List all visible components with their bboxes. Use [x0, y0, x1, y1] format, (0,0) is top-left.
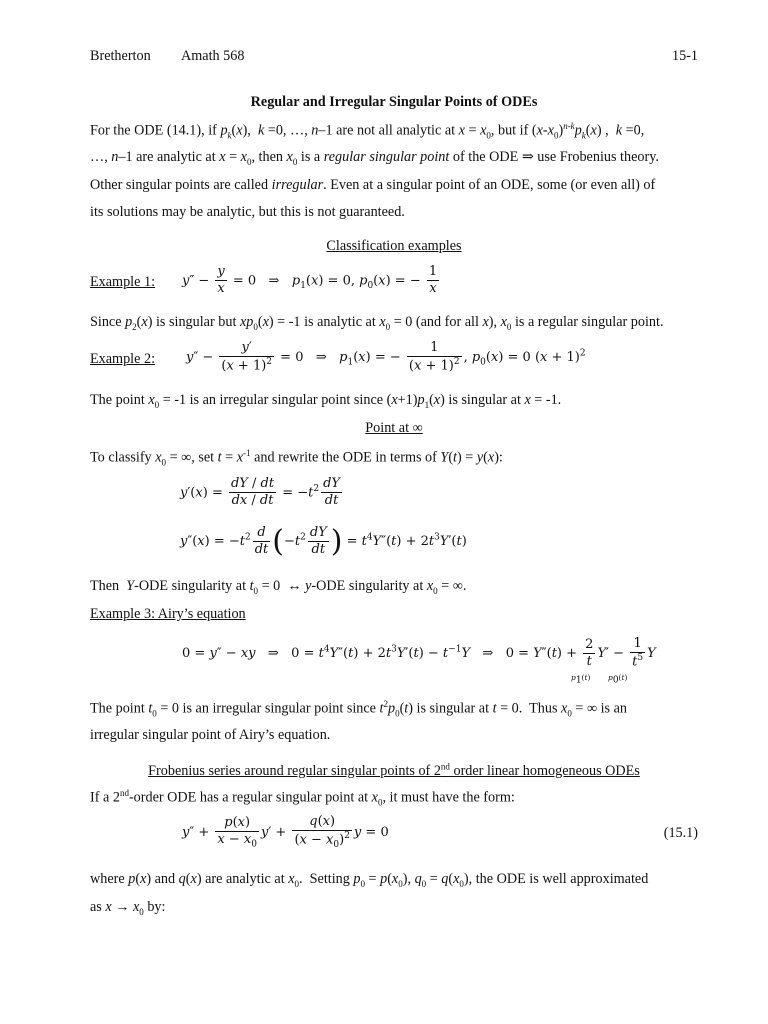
intro-line-2: …, n–1 are analytic at $x = x_0$, then $x_0$ is a regular singular point of the ODE ⇒ use Frobenius theory.	[90, 149, 659, 167]
airy-equation: 0 = y″ − xy ⇒ $0 = t^4Y''(t) + 2t^3Y'(t) - t^{-1}Y$ ⇒ 0 = Y″(t) + $\frac{2}{t}$ Y′ − $\frac{1}{t^5}$ Y	[182, 636, 656, 670]
point-at-infinity-heading: Point at ∞	[365, 420, 423, 436]
page-title: Regular and Irregular Singular Points of ODEs	[250, 94, 538, 110]
p0-underbrace-label: $p_0(t)$	[608, 673, 628, 686]
example-1-label: Example 1:	[90, 274, 156, 290]
airy-note-line-2: irregular singular point of Airy’s equation.	[90, 727, 331, 743]
point-at-infinity-text: To classify $x_0$ = ∞, set $t = x^{-1}$ and rewrite the ODE in terms of Y(t) = y(x):	[90, 448, 503, 468]
example-1-equation: y″ − $\frac{y}{x}$ = 0 ⇒ $p_1(x) = 0$, $p_0(x)$ = − $\frac{1}{x}$	[182, 264, 438, 297]
classification-heading: Classification examples	[326, 238, 462, 254]
derivative-equation-1: y′(x) = $\frac{dY / dt}{dx / dt}$ = $-t^2$ $\frac{dY}{dt}$	[180, 476, 341, 509]
example-2-equation: y″ − $\frac{y'}{(x + 1)^2}$ = 0 ⇒ $p_1(x)$ = − $\frac{1}{(x + 1)^2}$ , $p_0(x) = 0$ $(x + 1)^2$	[186, 340, 586, 374]
example-3-label: Example 3: Airy’s equation	[90, 606, 246, 622]
equation-number: (15.1)	[663, 825, 698, 841]
example-1-note: Since $p_2(x)$ is singular but $xp_0(x) = -1$ is analytic at $x_0 = 0$ (and for all x), $x_0$ is a regular singular point.	[90, 314, 664, 332]
derivative-equation-2: $y''(x) = -t^2$ $\frac{d}{dt}$ ($-t^2$ $\frac{dY}{dt}$ ) = $t^4Y''(t) + 2t^3Y'(t)$	[180, 524, 467, 559]
example-2-note: The point $x_0 = -1$ is an irregular singular point since $(x+1)p_1(x)$ is singular at x = -1.	[90, 392, 562, 410]
frobenius-heading: Frobenius series around regular singular points of 2nd order linear homogeneous ODEs	[148, 761, 640, 779]
header-author: Bretherton	[90, 48, 151, 64]
intro-line-1: For the ODE (14.1), if $p_k(x)$, k =0, …, n–1 are not all analytic at $x = x_0$, but if $(x-x_0)^{n-k}p_k(x)$ , k =0,	[90, 121, 645, 141]
frobenius-line-3: as $x \to x_0$ by:	[90, 899, 166, 917]
singularity-correspondence: Then Y-ODE singularity at $t_0 = 0$ ↔ y-ODE singularity at $x_0$ = ∞.	[90, 578, 467, 596]
frobenius-line-2: where p(x) and q(x) are analytic at $x_0$. Setting $p_0 = p(x_0)$, $q_0 = q(x_0)$, the ODE is well approximated	[90, 871, 649, 889]
frobenius-equation: y″ + $\frac{p(x)}{x - x_0}$ y′ + $\frac{q(x)}{(x - x_0)^2}$ y = 0	[182, 814, 389, 851]
example-2-label: Example 2:	[90, 351, 156, 367]
airy-note-line-1: The point $t_0 = 0$ is an irregular singular point since $t^2p_0(t)$ is singular at t = 0. Thus $x_0$ = ∞ is an	[90, 699, 628, 719]
intro-line-4: its solutions may be analytic, but this is not guaranteed.	[90, 204, 405, 220]
frobenius-line-1: If a 2nd-order ODE has a regular singular point at $x_0$, it must have the form:	[90, 788, 515, 808]
header-page-number: 15-1	[671, 48, 698, 64]
header-course: Amath 568	[181, 48, 245, 64]
p1-underbrace-label: $p_1(t)$	[571, 673, 591, 686]
intro-line-3: Other singular points are called irregular. Even at a singular point of an ODE, some (or even all) of	[90, 177, 656, 193]
